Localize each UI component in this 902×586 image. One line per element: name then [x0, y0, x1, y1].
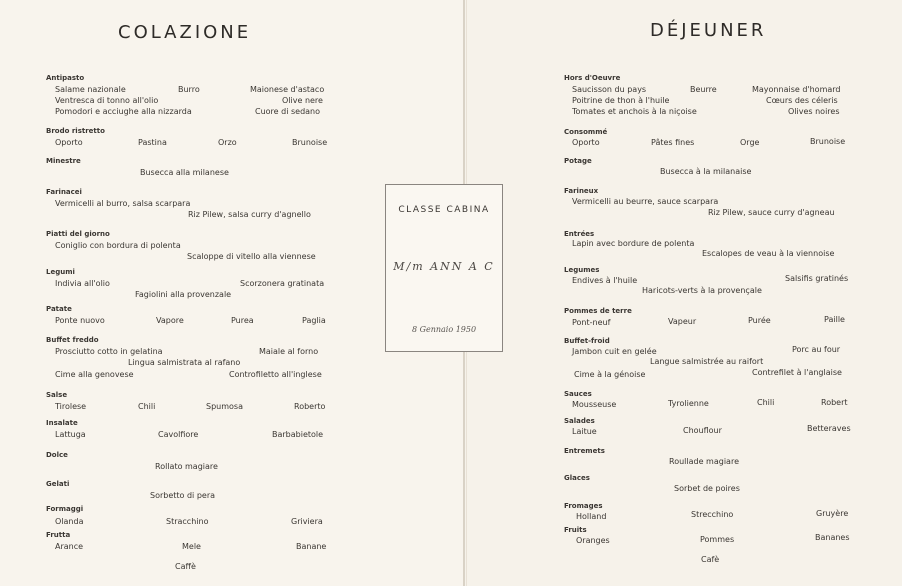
- section-heading: Dolce: [46, 451, 68, 459]
- section-heading: Piatti del giorno: [46, 230, 110, 238]
- menu-item: Scorzonera gratinata: [240, 279, 325, 288]
- section-heading: Glaces: [564, 474, 590, 482]
- menu-item: Holland: [576, 512, 607, 521]
- section-heading: Patate: [46, 305, 72, 313]
- menu-item: Porc au four: [792, 345, 841, 354]
- menu-item: Burro: [178, 85, 200, 94]
- menu-item: Olive nere: [282, 96, 323, 105]
- menu-item: Ponte nuovo: [55, 316, 105, 325]
- menu-item: Poitrine de thon à l'huile: [572, 96, 670, 105]
- menu-item: Busecca alla milanese: [140, 168, 229, 177]
- menu-item: Rollato magiare: [155, 462, 218, 471]
- section-heading: Pommes de terre: [564, 307, 632, 315]
- menu-item: Chouflour: [683, 426, 722, 435]
- menu-item: Oranges: [576, 536, 610, 545]
- section-heading: Legumi: [46, 268, 75, 276]
- menu-item: Orzo: [218, 138, 237, 147]
- section-heading: Hors d'Oeuvre: [564, 74, 621, 82]
- menu-item: Saucisson du pays: [572, 85, 647, 94]
- left-title: COLAZIONE: [118, 22, 252, 43]
- section-heading: Buffet freddo: [46, 336, 99, 344]
- section-heading: Brodo ristretto: [46, 127, 105, 135]
- menu-item: Orge: [740, 138, 760, 147]
- menu-item: Mele: [182, 542, 201, 551]
- menu-item: Chili: [138, 402, 156, 411]
- menu-item: Pont-neuf: [572, 318, 611, 327]
- menu-item: Vapore: [156, 316, 184, 325]
- menu-item: Scaloppe di vitello alla viennese: [187, 252, 316, 261]
- menu-item: Cafè: [701, 555, 720, 564]
- menu-item: Salame nazionale: [55, 85, 126, 94]
- menu-item: Cœurs des céleris: [766, 96, 838, 105]
- menu-item: Bananes: [815, 533, 850, 542]
- menu-item: Oporto: [55, 138, 83, 147]
- section-heading: Fromages: [564, 502, 603, 510]
- menu-item: Laitue: [572, 427, 597, 436]
- cabin-class-label: CLASSE CABINA: [398, 205, 490, 215]
- menu-item: Contrefilet à l'anglaise: [752, 368, 842, 377]
- menu-item: Endives à l'huile: [572, 276, 638, 285]
- section-heading: Farineux: [564, 187, 599, 195]
- section-heading: Salades: [564, 417, 595, 425]
- menu-item: Barbabietole: [272, 430, 324, 439]
- menu-item: Cime à la génoise: [574, 370, 646, 379]
- menu-date: 8 Gennaio 1950: [411, 325, 477, 334]
- menu-item: Pâtes fines: [651, 138, 695, 147]
- cabin-class-card: [385, 184, 503, 352]
- menu-item: Robert: [821, 398, 848, 407]
- section-heading: Antipasto: [46, 74, 85, 82]
- section-heading: Legumes: [564, 266, 600, 274]
- menu-item: Tomates et anchois à la niçoise: [572, 107, 697, 116]
- section-heading: Entremets: [564, 447, 605, 455]
- menu-item: Beurre: [690, 85, 717, 94]
- menu-item: Cime alla genovese: [55, 370, 134, 379]
- right-title: DÉJEUNER: [650, 20, 767, 41]
- menu-item: Banane: [296, 542, 327, 551]
- menu-item: Escalopes de veau à la viennoise: [702, 249, 835, 258]
- section-heading: Salse: [46, 391, 68, 399]
- menu-item: Lapin avec bordure de polenta: [572, 239, 695, 248]
- menu-item: Purea: [231, 316, 254, 325]
- menu-item: Vermicelli al burro, salsa scarpara: [55, 199, 191, 208]
- menu-item: Gruyère: [816, 509, 849, 518]
- menu-item: Caffè: [175, 562, 196, 571]
- section-heading: Buffet-froid: [564, 337, 610, 345]
- section-heading: Consommé: [564, 128, 608, 136]
- section-heading: Minestre: [46, 157, 81, 165]
- menu-item: Indivia all'olio: [55, 279, 110, 288]
- menu-item: Purée: [748, 316, 771, 325]
- menu-item: Riz Pilew, sauce curry d'agneau: [708, 208, 835, 217]
- menu-item: Pommes: [700, 535, 735, 544]
- menu-item: Haricots-verts à la provençale: [642, 286, 762, 295]
- menu-item: Busecca à la milanaise: [660, 167, 752, 176]
- menu-item: Spumosa: [206, 402, 243, 411]
- menu-item: Tirolese: [55, 402, 87, 411]
- menu-item: Salsifis gratinés: [785, 274, 849, 283]
- section-heading: Fruits: [564, 526, 587, 534]
- menu-item: Maionese d'astaco: [250, 85, 325, 94]
- menu-item: Brunoise: [292, 138, 328, 147]
- menu-item: Stracchino: [166, 517, 209, 526]
- section-heading: Insalate: [46, 419, 78, 427]
- section-heading: Potage: [564, 157, 592, 165]
- section-heading: Entrées: [564, 230, 595, 238]
- menu-item: Pomodori e acciughe alla nizzarda: [55, 107, 192, 116]
- section-heading: Sauces: [564, 390, 592, 398]
- menu-item: Ventresca di tonno all'olio: [55, 96, 159, 105]
- menu-item: Brunoise: [810, 137, 846, 146]
- menu-item: Strecchino: [691, 510, 734, 519]
- menu-item: Maiale al forno: [259, 347, 319, 356]
- menu-item: Tyrolienne: [668, 399, 709, 408]
- menu-item: Vapeur: [668, 317, 697, 326]
- menu-item: Olanda: [55, 517, 84, 526]
- menu-item: Cuore di sedano: [255, 107, 321, 116]
- menu-item: Prosciutto cotto in gelatina: [55, 347, 163, 356]
- menu-item: Paglia: [302, 316, 326, 325]
- section-heading: Gelati: [46, 480, 70, 488]
- menu-item: Roullade magiare: [669, 457, 739, 466]
- menu-item: Griviera: [291, 517, 323, 526]
- menu-item: Oporto: [572, 138, 600, 147]
- menu-item: Jambon cuit en gelée: [572, 347, 657, 356]
- section-heading: Farinacei: [46, 188, 82, 196]
- menu-item: Mousseuse: [572, 400, 617, 409]
- menu-item: Olives noires: [788, 107, 840, 116]
- menu-item: Riz Pilew, salsa curry d'agnello: [188, 210, 311, 219]
- menu-item: Coniglio con bordura di polenta: [55, 241, 181, 250]
- menu-item: Pastina: [138, 138, 167, 147]
- menu-item: Mayonnaise d'homard: [752, 85, 841, 94]
- menu-item: Paille: [824, 315, 845, 324]
- menu-item: Cavolfiore: [158, 430, 199, 439]
- menu-item: Lingua salmistrata al rafano: [128, 358, 241, 367]
- menu-item: Betteraves: [807, 424, 851, 433]
- menu-item: Langue salmistrée au raifort: [650, 357, 764, 366]
- menu-item: Controfiletto all'inglese: [229, 370, 322, 379]
- menu-item: Arance: [55, 542, 84, 551]
- menu-item: Vermicelli au beurre, sauce scarpara: [572, 197, 719, 206]
- guest-name: M/m ANN A C: [393, 260, 495, 273]
- section-heading: Frutta: [46, 531, 71, 539]
- menu-item: Fagiolini alla provenzale: [135, 290, 232, 299]
- section-heading: Formaggi: [46, 505, 84, 513]
- menu-item: Sorbetto di pera: [150, 491, 216, 500]
- menu-item: Roberto: [294, 402, 326, 411]
- menu-item: Chili: [757, 398, 775, 407]
- menu-item: Sorbet de poires: [674, 484, 740, 493]
- menu-item: Lattuga: [55, 430, 86, 439]
